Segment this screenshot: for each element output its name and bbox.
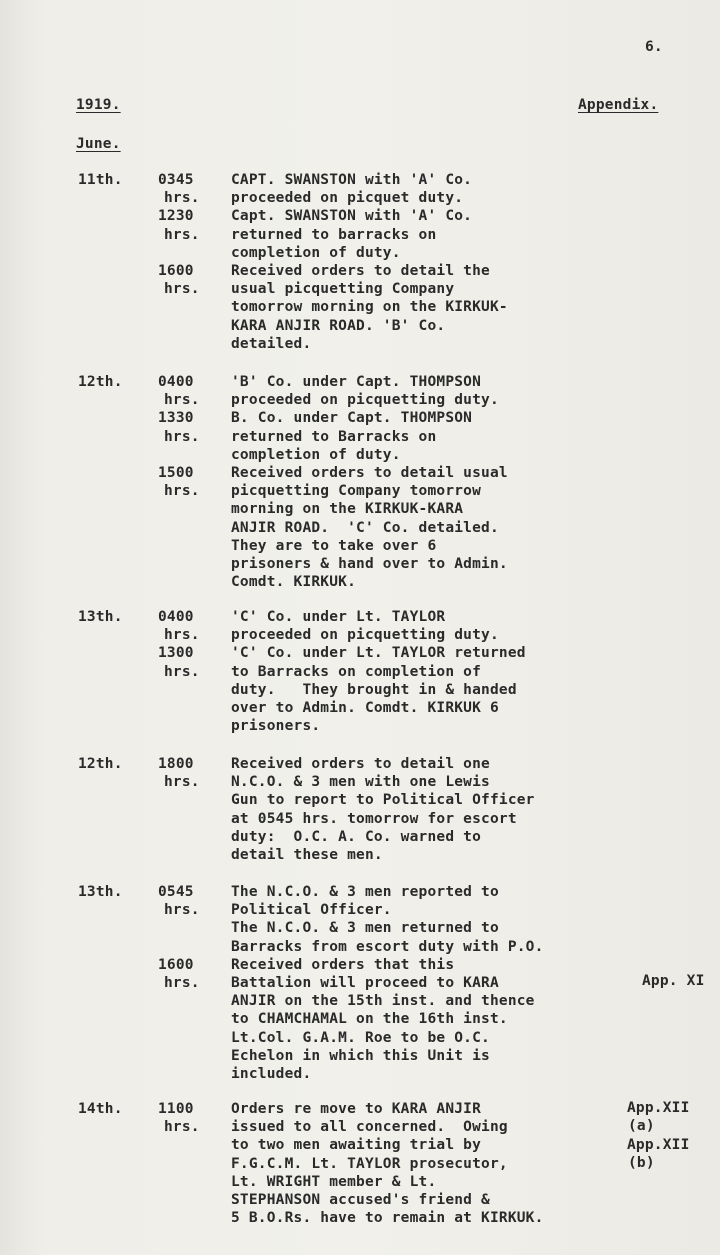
entry-time-unit: hrs. [164, 774, 200, 791]
entry-text-line: picquetting Company tomorrow [231, 483, 482, 500]
entry-text-line: Received orders to detail one [231, 756, 490, 772]
appendix-reference: App.XII [627, 1100, 690, 1116]
entry-text-line: proceeded on picquetting duty. [231, 392, 499, 409]
entry-date: 13th. [78, 609, 123, 625]
entry-text-line: 'B' Co. under Capt. THOMPSON [231, 374, 482, 390]
appendix-reference: App. XI [642, 973, 705, 989]
entry-text-line: morning on the KIRKUK-KARA [231, 501, 464, 518]
entry-text-line: F.G.C.M. Lt. TAYLOR prosecutor, [231, 1155, 508, 1172]
entry-text-line: STEPHANSON accused's friend & [231, 1192, 490, 1208]
entry-time-unit: hrs. [164, 663, 200, 680]
entry-text-line: 'C' Co. under Lt. TAYLOR returned [231, 645, 526, 662]
entry-text-line: 'C' Co. under Lt. TAYLOR [231, 609, 446, 625]
entry-time: 1500 [158, 465, 194, 481]
entry-date: 14th. [78, 1101, 123, 1117]
entry-text-line: The N.C.O. & 3 men reported to [231, 884, 499, 900]
entry-time: 1100 [158, 1101, 194, 1117]
entry-time-unit: hrs. [164, 483, 200, 500]
entry-text-line: Gun to report to Political Officer [231, 792, 535, 809]
entry-text-line: KARA ANJIR ROAD. 'B' Co. [231, 317, 446, 334]
entry-text-line: ANJIR on the 15th inst. and thence [231, 993, 535, 1010]
entry-text-line: Lt. WRIGHT member & Lt. [231, 1173, 437, 1190]
entry-text-line: to Barracks on completion of [231, 663, 482, 680]
entry-text-line: B. Co. under Capt. THOMPSON [231, 410, 473, 427]
entry-text-line: Received orders to detail the [231, 263, 490, 279]
year-heading: 1919. [76, 97, 121, 113]
entry-time-unit: hrs. [164, 1119, 200, 1136]
entry-text-line: completion of duty. [231, 244, 401, 261]
entry-time: 0545 [158, 884, 194, 900]
entry-text-line: Battalion will proceed to KARA [231, 975, 499, 991]
entry-text-line: Echelon in which this Unit is [231, 1047, 490, 1064]
entry-time-unit: hrs. [164, 392, 200, 409]
entry-text-line: ANJIR ROAD. 'C' Co. detailed. [231, 519, 499, 536]
entry-text-line: Capt. SWANSTON with 'A' Co. [231, 208, 473, 225]
entry-time: 1800 [158, 756, 194, 772]
entry-text-line: 5 B.O.Rs. have to remain at KIRKUK. [231, 1210, 544, 1227]
entry-text-line: at 0545 hrs. tomorrow for escort [231, 810, 517, 827]
entry-time: 1600 [158, 263, 194, 279]
entry-text-line: usual picquetting Company [231, 281, 455, 298]
entry-time-unit: hrs. [164, 428, 200, 445]
entry-date: 12th. [78, 756, 123, 772]
entry-text-line: Received orders that this [231, 956, 455, 973]
entry-text-line: completion of duty. [231, 446, 401, 463]
month-heading: June. [76, 136, 121, 152]
entry-text-line: prisoners. [231, 718, 321, 735]
entry-date: 13th. [78, 884, 123, 900]
entry-text-line: returned to Barracks on [231, 428, 437, 445]
entry-date: 11th. [78, 172, 123, 188]
appendix-reference: App.XII [627, 1137, 690, 1153]
entry-text-line: The N.C.O. & 3 men returned to [231, 920, 499, 937]
entry-time: 0400 [158, 609, 194, 625]
entry-text-line: Barracks from escort duty with P.O. [231, 938, 544, 955]
entry-time-unit: hrs. [164, 226, 200, 243]
entry-time-unit: hrs. [164, 281, 200, 298]
entry-text-line: over to Admin. Comdt. KIRKUK 6 [231, 700, 499, 716]
entry-text-line: detail these men. [231, 847, 383, 863]
entry-date: 12th. [78, 374, 123, 390]
entry-time-unit: hrs. [164, 975, 200, 991]
appendix-reference: (a) [628, 1118, 655, 1134]
entry-time-unit: hrs. [164, 902, 200, 919]
entry-text-line: Received orders to detail usual [231, 465, 508, 481]
entry-time: 1230 [158, 208, 194, 225]
appendix-reference: (b) [628, 1155, 655, 1171]
entry-time: 1300 [158, 645, 194, 662]
entry-time: 1600 [158, 956, 194, 973]
entry-text-line: prisoners & hand over to Admin. [231, 556, 508, 572]
entry-time-unit: hrs. [164, 190, 200, 207]
entry-text-line: duty. They brought in & handed [231, 681, 517, 698]
entry-text-line: Orders re move to KARA ANJIR [231, 1101, 482, 1117]
entry-text-line: returned to barracks on [231, 226, 437, 243]
entry-time: 0345 [158, 172, 194, 188]
entry-text-line: detailed. [231, 335, 312, 352]
entry-text-line: proceeded on picquetting duty. [231, 627, 499, 644]
entry-text-line: issued to all concerned. Owing [231, 1119, 508, 1136]
page-number: 6. [645, 39, 663, 55]
entry-text-line: included. [231, 1066, 312, 1082]
entry-text-line: tomorrow morning on the KIRKUK- [231, 299, 508, 316]
entry-text-line: proceeded on picquet duty. [231, 190, 464, 207]
entry-text-line: Comdt. KIRKUK. [231, 574, 357, 591]
entry-text-line: They are to take over 6 [231, 537, 437, 554]
entry-text-line: Political Officer. [231, 902, 392, 919]
entry-text-line: N.C.O. & 3 men with one Lewis [231, 774, 490, 791]
entry-time-unit: hrs. [164, 627, 200, 644]
entry-time: 1330 [158, 410, 194, 427]
appendix-heading: Appendix. [578, 97, 659, 113]
entry-time: 0400 [158, 374, 194, 390]
entry-text-line: duty: O.C. A. Co. warned to [231, 828, 482, 845]
entry-text-line: to CHAMCHAMAL on the 16th inst. [231, 1011, 508, 1028]
entry-text-line: Lt.Col. G.A.M. Roe to be O.C. [231, 1029, 490, 1046]
entry-text-line: CAPT. SWANSTON with 'A' Co. [231, 172, 473, 188]
entry-text-line: to two men awaiting trial by [231, 1137, 482, 1154]
